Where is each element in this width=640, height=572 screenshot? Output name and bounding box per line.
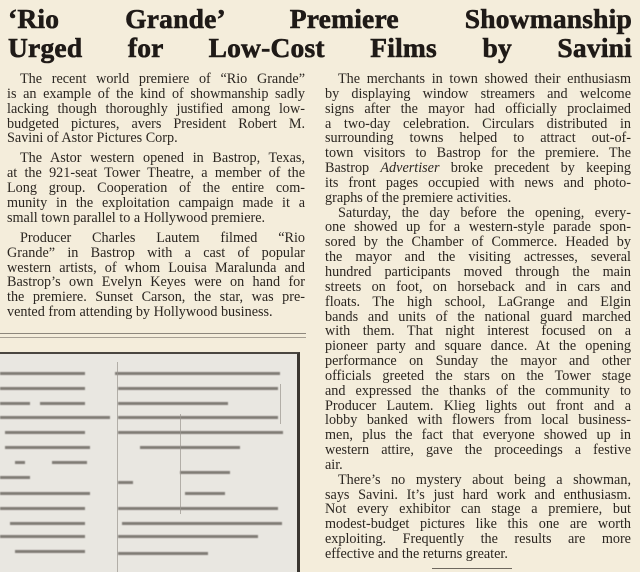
paragraph	[7, 72, 305, 146]
photo-text-streak	[5, 446, 90, 449]
photo-text-streak	[122, 522, 282, 525]
text-line: hundred participants moved through the main	[325, 263, 631, 280]
end-rule	[432, 568, 512, 569]
text-line: budgeted pictures, avers President Robert M.	[7, 115, 305, 132]
photo-column-line	[117, 362, 118, 572]
text-line: with them. That night interest focused on a	[325, 323, 631, 340]
photo-text-streak	[0, 476, 30, 479]
photo-text-streak	[0, 387, 85, 390]
photo-text-streak	[0, 507, 85, 510]
photo-text-streak	[0, 372, 85, 375]
text-line	[325, 161, 631, 176]
photo-text-streak	[0, 492, 90, 495]
text-line: floats. The high school, LaGrange and Elgin	[325, 293, 631, 310]
photo-text-streak	[40, 402, 85, 405]
text-line: bands and units of the national guard marched	[325, 308, 631, 325]
text-line: Long group. Cooperation of the entire com-	[7, 180, 305, 197]
text-line: the premiere. Sunset Carson, the star, was pre-	[7, 289, 305, 306]
photo-text-streak	[15, 461, 25, 464]
photo-text-streak	[140, 446, 240, 449]
text-line: by displaying window streamers and welcome	[325, 85, 631, 102]
text-line: western attire, gave the proceedings a festive	[325, 442, 631, 459]
text-line: at the 921-seat Tower Theatre, a member of the	[7, 165, 305, 182]
text-line: small town parallel to a Hollywood premiere.	[7, 209, 266, 226]
text-line: western artists, of whom Louisa Maralunda and	[7, 259, 305, 276]
section-divider	[0, 333, 306, 338]
text-line: a two-day celebration. Circulars distributed in	[325, 115, 631, 132]
text-line: streets on foot, on horseback and in cars and	[325, 278, 631, 295]
paragraph	[7, 151, 305, 225]
text-line: Producer Lautem. Klieg lights out front and a	[325, 397, 631, 414]
photo-text-streak	[118, 481, 133, 484]
paragraph	[325, 72, 631, 206]
text-line: air.	[325, 456, 343, 473]
photo-column-line	[280, 384, 281, 424]
photo-text-streak	[118, 387, 278, 390]
paragraph	[325, 206, 631, 473]
paragraph	[7, 231, 305, 320]
text-line: vented from attending by Hollywood business.	[7, 304, 273, 321]
text-line: Bastrop’s own Evelyn Keyes were on hand for	[7, 274, 305, 291]
text-line: sored by the Chamber of Commerce. Headed by	[325, 234, 631, 251]
text-line: The merchants in town showed their enthusiasm	[338, 71, 631, 87]
photo-text-streak	[15, 550, 85, 553]
photo-text-streak	[115, 372, 280, 375]
photo-text-streak	[185, 492, 225, 495]
text-line: is an example of the kind of showmanship sadly	[7, 85, 305, 102]
text-line: exploiting. Frequently the results are more	[325, 531, 631, 548]
text-line: the mayor and the visiting actresses, several	[325, 249, 631, 266]
text-line: officials greeted the stars on the Tower stage	[325, 367, 631, 384]
headline-line-1: ‘Rio Grande’ Premiere Showmanship	[8, 3, 632, 34]
photo-text-streak	[118, 552, 208, 555]
text-line: There’s no mystery about being a showman,	[338, 471, 631, 488]
photo-text-streak	[118, 402, 228, 405]
photo-text-streak	[118, 535, 258, 538]
text-line: graphs of the premiere activities.	[325, 189, 512, 206]
paragraph	[325, 473, 631, 562]
text-line: modest-budget pictures like this one are worth	[325, 516, 631, 533]
photo-text-streak	[118, 416, 278, 419]
photo-text-streak	[52, 461, 87, 464]
text-line: surrounding towns helped to attract out-of-	[325, 130, 631, 147]
text-line: one showed up for a western-style parade spon-	[325, 219, 631, 236]
text-line: men, plus the fact that everyone showed up in	[325, 427, 631, 444]
photo-text-streak	[180, 471, 230, 474]
right-column	[325, 72, 631, 562]
text-line: performance on Sunday the mayor and other	[325, 353, 631, 370]
text-line: signs after the mayor had officially proclaimed	[325, 100, 631, 117]
photo-text-streak	[0, 402, 30, 405]
text-line: lobby banked with flowers from local business-	[325, 412, 631, 429]
photo-column-line	[180, 414, 181, 514]
document-photo	[0, 352, 300, 572]
text-line: Grande” in Bastrop with a cast of popular	[7, 244, 305, 261]
headline-line-2: Urged for Low-Cost Films by Savini	[8, 32, 632, 63]
photo-text-streak	[10, 522, 85, 525]
photo-text-streak	[118, 431, 283, 434]
text-segment: broke precedent by keeping	[439, 160, 631, 177]
text-line: The Astor western opened in Bastrop, Texas,	[20, 150, 305, 167]
text-line: effective and the returns greater.	[325, 546, 508, 562]
text-line: Savini of Astor Pictures Corp.	[7, 130, 178, 147]
italic-title: Advertiser	[380, 160, 440, 177]
text-line: Not every exhibitor can stage a premiere, but	[325, 501, 631, 518]
text-line: pioneer party and square dance. At the opening	[325, 338, 631, 355]
text-line: its front pages occupied with news and photo-	[325, 174, 631, 191]
text-line: Producer Charles Lautem filmed “Rio	[20, 229, 305, 246]
text-line: and expressed the thanks of the community to	[325, 382, 631, 399]
text-line: town visitors to Bastrop for the premiere. The	[325, 145, 631, 162]
text-segment: Bastrop	[325, 160, 381, 177]
text-line: Saturday, the day before the opening, every-	[338, 204, 631, 221]
left-column	[7, 72, 305, 320]
text-line: munity in the exploitation campaign made it a	[7, 194, 305, 211]
text-line: lacking though thoroughly justified among low-	[7, 100, 305, 117]
photo-text-streak	[5, 431, 85, 434]
text-line: says Savini. It’s just hard work and enthusiasm.	[325, 486, 631, 503]
photo-text-streak	[118, 507, 278, 510]
photo-text-streak	[0, 535, 85, 538]
photo-text-streak	[0, 416, 110, 419]
text-line: The recent world premiere of “Rio Grande”	[20, 71, 305, 87]
